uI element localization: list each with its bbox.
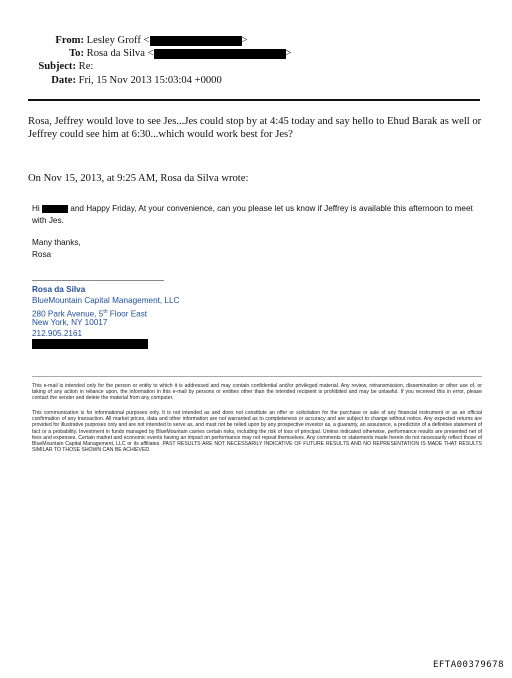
address-sup: th: [103, 309, 108, 315]
signature-address2: New York, NY 10017: [32, 318, 108, 327]
to-tail: >: [285, 48, 292, 59]
to-row: [0, 47, 292, 60]
redaction-box: [154, 49, 286, 59]
to-value: Rosa da Silva <: [86, 48, 154, 59]
reply-text: Rosa, Jeffrey would love to see Jes...Jes could stop by at 4:45 today and say hello to Ehud Barak as well or Jeffrey could see him at 6:30...which would work best for Jes?: [28, 116, 482, 141]
redaction-box: [42, 205, 68, 213]
disclaimer-divider: [32, 376, 482, 377]
signature-company: BlueMountain Capital Management, LLC: [32, 296, 180, 305]
quote-greeting: Hi: [32, 204, 40, 213]
header-divider: [28, 99, 480, 101]
quoted-message: [32, 203, 487, 227]
quote-attribution: On Nov 15, 2013, at 9:25 AM, Rosa da Silva wrote:: [28, 173, 249, 184]
date-row: [0, 74, 222, 87]
quote-thanks: Many thanks,: [32, 238, 81, 247]
address-part: 280 Park Avenue, 5: [32, 309, 104, 319]
from-label: From:: [55, 35, 84, 46]
subject-label: Subject:: [38, 61, 76, 72]
subject-row: [0, 60, 93, 73]
from-value: Lesley Groff <: [86, 35, 150, 46]
address-part: Floor East: [107, 309, 148, 319]
from-tail: >: [241, 35, 248, 46]
redaction-box: [32, 339, 148, 349]
signature-divider: [32, 280, 164, 281]
signature-phone: 212.905.2161: [32, 329, 83, 338]
quote-line1: and Happy Friday, At your convenience, can you please let us know if Jeffrey is available this afternoon to meet with Jes.: [32, 204, 473, 225]
disclaimer-para2: This communication is for informational purposes only. It is not intended as and does not constitute an offer or solicitation for the purchase or sale of any financial instrument or as an official confirmation of any transaction. All market prices, data and other information are not warranted as to completeness or accuracy and are subject to change without notice. Any expected returns are provided for illustrative purposes only and are not intended to serve as, and must not be relied upon by any prospective investor as, a guaranty, an assurance, a prediction of a definitive statement of fact or a probability. Investment in funds managed by BlueMountain carries certain risks, including the risk of loss of principal. Unless indicated otherwise, performance results are presented net of fees and expenses. Certain market and economic events having an impact on performance may not repeat themselves. Any comments or statements made herein do not necessarily reflect those of BlueMountain Capital Management, LLC or its affiliates. PAST RESULTS ARE NOT NECESSARILY INDICATIVE OF FUTURE RESULTS AND NO REPRESENTATION IS MADE THAT RESULTS SIMILAR TO THOSE SHOWN CAN BE ACHIEVED.: [32, 410, 482, 454]
bates-number: EFTA00379678: [432, 660, 504, 670]
quote-name: Rosa: [32, 250, 52, 259]
to-label: To:: [69, 48, 84, 59]
redaction-box: [150, 36, 242, 46]
subject-value: Re:: [78, 61, 94, 72]
disclaimer-para1: This e-mail is intended only for the person or entity to which it is addressed and may contain confidential and/or privileged material. Any review, retransmission, dissemination or other use of, or taking of any action in reliance upon, the information in this e-mail by persons or entities other than the intended recipient is prohibited and may be unlawful. If you received this in error, please contact the sender and delete the material from any computer.: [32, 383, 482, 402]
signature-name: Rosa da Silva: [32, 285, 86, 294]
date-value: Fri, 15 Nov 2013 15:03:04 +0000: [78, 75, 222, 86]
date-label: Date:: [51, 75, 76, 86]
from-row: [0, 34, 248, 47]
